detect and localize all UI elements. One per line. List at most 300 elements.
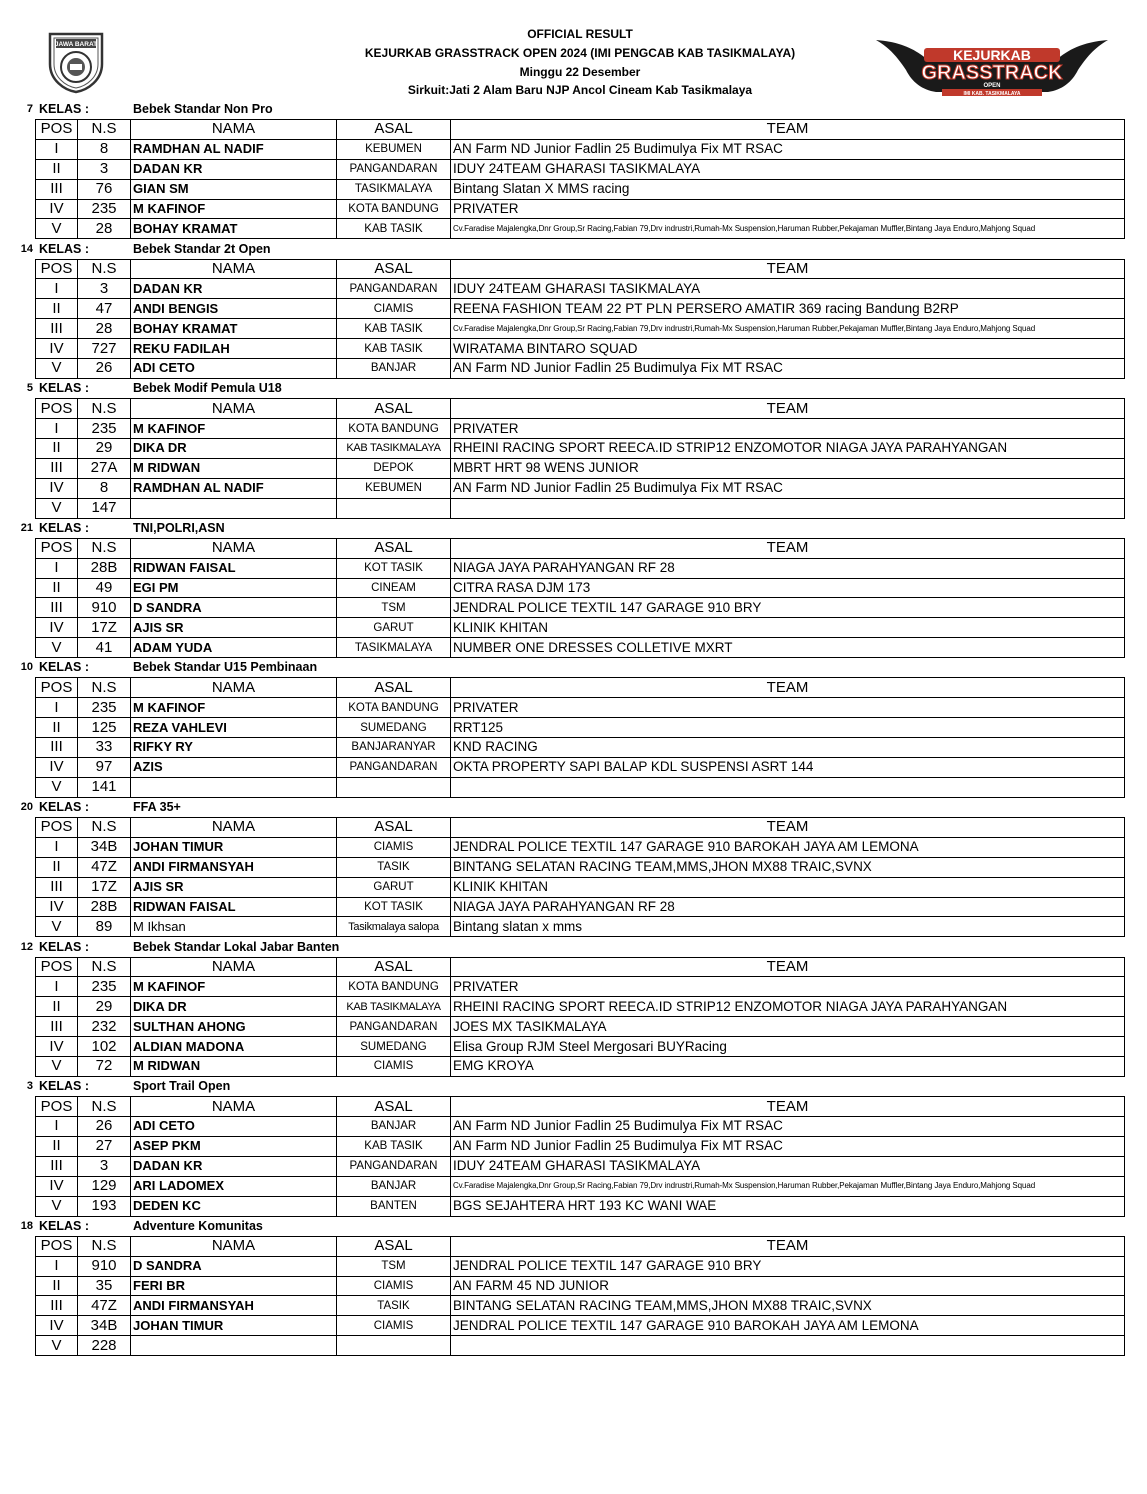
table-row bbox=[36, 1176, 1125, 1196]
cell-asal: Tasikmalaya salopa bbox=[337, 917, 451, 937]
cell-ns: 89 bbox=[78, 917, 131, 937]
cell-asal bbox=[337, 498, 451, 518]
cell-nama: EGI PM bbox=[131, 578, 337, 598]
cell-team: Elisa Group RJM Steel Mergosari BUYRacing bbox=[451, 1037, 1125, 1057]
cell-team: Cv.Faradise Majalengka,Dnr Group,Sr Racing,Fabian 79,Drv indrustri,Rumah-Mx Suspension,Haruman Rubber,Pekajaman Muffler,Bintang Jaya Enduro,Mahjong Squad bbox=[451, 1176, 1125, 1196]
cell-ns: 8 bbox=[78, 478, 131, 498]
results-table bbox=[35, 677, 1125, 797]
header-team: TEAM bbox=[451, 399, 1125, 419]
header-pos: POS bbox=[36, 399, 78, 419]
table-row bbox=[36, 279, 1125, 299]
header-ns: N.S bbox=[78, 1097, 131, 1117]
cell-ns: 235 bbox=[78, 199, 131, 219]
class-label: KELAS : bbox=[39, 1218, 89, 1233]
cell-ns: 28 bbox=[78, 219, 131, 239]
cell-pos: V bbox=[36, 1336, 78, 1356]
cell-nama: DADAN KR bbox=[131, 279, 337, 299]
cell-team: AN Farm ND Junior Fadlin 25 Budimulya Fix MT RSAC bbox=[451, 1136, 1125, 1156]
cell-team: NUMBER ONE DRESSES COLLETIVE MXRT bbox=[451, 638, 1125, 658]
cell-ns: 3 bbox=[78, 1156, 131, 1176]
class-heading bbox=[0, 241, 600, 258]
cell-pos: III bbox=[36, 1017, 78, 1037]
header-nama: NAMA bbox=[131, 1236, 337, 1256]
cell-asal: TSM bbox=[337, 1256, 451, 1276]
cell-team: JOES MX TASIKMALAYA bbox=[451, 1017, 1125, 1037]
class-section bbox=[0, 939, 1147, 1079]
cell-asal: BANJARANYAR bbox=[337, 738, 451, 758]
cell-asal: CINEAM bbox=[337, 578, 451, 598]
cell-pos: IV bbox=[36, 1316, 78, 1336]
cell-team: RHEINI RACING SPORT REECA.ID STRIP12 ENZOMOTOR NIAGA JAYA PARAHYANGAN bbox=[451, 438, 1125, 458]
cell-nama: REZA VAHLEVI bbox=[131, 718, 337, 738]
cell-ns: 235 bbox=[78, 419, 131, 439]
cell-pos: I bbox=[36, 977, 78, 997]
cell-pos: III bbox=[36, 458, 78, 478]
cell-pos: V bbox=[36, 917, 78, 937]
cell-nama: D SANDRA bbox=[131, 598, 337, 618]
header-pos: POS bbox=[36, 1236, 78, 1256]
cell-pos: II bbox=[36, 578, 78, 598]
class-section bbox=[0, 799, 1147, 939]
cell-nama: ANDI FIRMANSYAH bbox=[131, 857, 337, 877]
cell-team: WIRATAMA BINTARO SQUAD bbox=[451, 339, 1125, 359]
cell-asal: TASIK bbox=[337, 857, 451, 877]
cell-nama: ADI CETO bbox=[131, 1117, 337, 1137]
cell-asal: BANJAR bbox=[337, 1176, 451, 1196]
cell-team: JENDRAL POLICE TEXTIL 147 GARAGE 910 BRY bbox=[451, 1256, 1125, 1276]
cell-pos: III bbox=[36, 598, 78, 618]
table-row bbox=[36, 718, 1125, 738]
table-row bbox=[36, 598, 1125, 618]
cell-nama: AJIS SR bbox=[131, 877, 337, 897]
cell-nama: BOHAY KRAMAT bbox=[131, 319, 337, 339]
cell-team: AN Farm ND Junior Fadlin 25 Budimulya Fix MT RSAC bbox=[451, 478, 1125, 498]
cell-pos: II bbox=[36, 1276, 78, 1296]
class-label: KELAS : bbox=[39, 799, 89, 814]
class-heading bbox=[0, 799, 600, 816]
cell-nama: DADAN KR bbox=[131, 159, 337, 179]
cell-asal: KOTA BANDUNG bbox=[337, 419, 451, 439]
cell-team: AN FARM 45 ND JUNIOR bbox=[451, 1276, 1125, 1296]
circuit-info: Sirkuit:Jati 2 Alam Baru NJP Ancol Cineam Kab Tasikmalaya bbox=[407, 83, 753, 97]
cell-team: Bintang Slatan X MMS racing bbox=[451, 179, 1125, 199]
cell-ns: 76 bbox=[78, 179, 131, 199]
header-asal: ASAL bbox=[337, 817, 451, 837]
header-asal: ASAL bbox=[337, 120, 451, 140]
cell-team bbox=[451, 1336, 1125, 1356]
header-ns: N.S bbox=[78, 538, 131, 558]
header-nama: NAMA bbox=[131, 399, 337, 419]
header-team: TEAM bbox=[451, 957, 1125, 977]
header-nama: NAMA bbox=[131, 957, 337, 977]
class-heading bbox=[0, 380, 600, 397]
class-name: Bebek Modif Pemula U18 bbox=[133, 381, 282, 396]
table-row bbox=[36, 857, 1125, 877]
class-name: Bebek Standar 2t Open bbox=[133, 241, 271, 256]
class-heading bbox=[0, 101, 600, 118]
cell-team: IDUY 24TEAM GHARASI TASIKMALAYA bbox=[451, 159, 1125, 179]
cell-ns: 97 bbox=[78, 757, 131, 777]
cell-pos: III bbox=[36, 877, 78, 897]
cell-ns: 34B bbox=[78, 1316, 131, 1336]
table-row bbox=[36, 897, 1125, 917]
cell-ns: 47Z bbox=[78, 857, 131, 877]
header-ns: N.S bbox=[78, 399, 131, 419]
header-pos: POS bbox=[36, 120, 78, 140]
table-row bbox=[36, 1196, 1125, 1216]
cell-pos: II bbox=[36, 159, 78, 179]
class-label: KELAS : bbox=[39, 660, 89, 675]
cell-ns: 910 bbox=[78, 1256, 131, 1276]
class-heading bbox=[0, 1078, 600, 1095]
results-table bbox=[35, 398, 1125, 518]
cell-nama bbox=[131, 498, 337, 518]
cell-nama: JOHAN TIMUR bbox=[131, 1316, 337, 1336]
cell-pos: II bbox=[36, 997, 78, 1017]
cell-ns: 28B bbox=[78, 897, 131, 917]
class-section bbox=[0, 1078, 1147, 1218]
cell-nama: D SANDRA bbox=[131, 1256, 337, 1276]
cell-pos: II bbox=[36, 438, 78, 458]
results-table bbox=[35, 538, 1125, 658]
table-row bbox=[36, 219, 1125, 239]
header-asal: ASAL bbox=[337, 538, 451, 558]
header-team: TEAM bbox=[451, 538, 1125, 558]
cell-ns: 910 bbox=[78, 598, 131, 618]
header-nama: NAMA bbox=[131, 678, 337, 698]
results-table bbox=[35, 1236, 1125, 1356]
cell-pos: III bbox=[36, 319, 78, 339]
table-row bbox=[36, 738, 1125, 758]
cell-asal: KAB TASIK bbox=[337, 319, 451, 339]
table-row bbox=[36, 638, 1125, 658]
cell-asal: CIAMIS bbox=[337, 1316, 451, 1336]
cell-asal: PANGANDARAN bbox=[337, 279, 451, 299]
cell-ns: 228 bbox=[78, 1336, 131, 1356]
header-nama: NAMA bbox=[131, 1097, 337, 1117]
class-number: 7 bbox=[26, 103, 33, 115]
cell-team bbox=[451, 498, 1125, 518]
cell-asal: KAB TASIK bbox=[337, 219, 451, 239]
cell-nama: SULTHAN AHONG bbox=[131, 1017, 337, 1037]
class-section bbox=[0, 241, 1147, 381]
cell-team: AN Farm ND Junior Fadlin 25 Budimulya Fix MT RSAC bbox=[451, 1117, 1125, 1137]
cell-pos: IV bbox=[36, 1176, 78, 1196]
table-row bbox=[36, 498, 1125, 518]
cell-nama: ANDI BENGIS bbox=[131, 299, 337, 319]
cell-nama: AJIS SR bbox=[131, 618, 337, 638]
cell-pos: II bbox=[36, 1136, 78, 1156]
class-heading bbox=[0, 659, 600, 676]
table-row bbox=[36, 1156, 1125, 1176]
header-nama: NAMA bbox=[131, 259, 337, 279]
cell-asal: KOTA BANDUNG bbox=[337, 199, 451, 219]
table-row bbox=[36, 777, 1125, 797]
table-row bbox=[36, 159, 1125, 179]
table-row bbox=[36, 458, 1125, 478]
class-label: KELAS : bbox=[39, 520, 89, 535]
cell-ns: 28 bbox=[78, 319, 131, 339]
cell-nama: ANDI FIRMANSYAH bbox=[131, 1296, 337, 1316]
table-row bbox=[36, 139, 1125, 159]
cell-ns: 72 bbox=[78, 1057, 131, 1077]
cell-team: PRIVATER bbox=[451, 977, 1125, 997]
cell-asal: TASIK bbox=[337, 1296, 451, 1316]
cell-pos: I bbox=[36, 1256, 78, 1276]
cell-nama: M RIDWAN bbox=[131, 1057, 337, 1077]
class-label: KELAS : bbox=[39, 1079, 89, 1094]
cell-team: NIAGA JAYA PARAHYANGAN RF 28 bbox=[451, 897, 1125, 917]
table-header bbox=[36, 1236, 1125, 1256]
cell-team bbox=[451, 777, 1125, 797]
header-ns: N.S bbox=[78, 957, 131, 977]
header-nama: NAMA bbox=[131, 538, 337, 558]
cell-ns: 147 bbox=[78, 498, 131, 518]
class-label: KELAS : bbox=[39, 939, 89, 954]
cell-team: OKTA PROPERTY SAPI BALAP KDL SUSPENSI ASRT 144 bbox=[451, 757, 1125, 777]
cell-team: JENDRAL POLICE TEXTIL 147 GARAGE 910 BAROKAH JAYA AM LEMONA bbox=[451, 1316, 1125, 1336]
cell-asal: KOT TASIK bbox=[337, 897, 451, 917]
cell-nama: RAMDHAN AL NADIF bbox=[131, 139, 337, 159]
cell-ns: 235 bbox=[78, 698, 131, 718]
cell-team: RRT125 bbox=[451, 718, 1125, 738]
cell-ns: 26 bbox=[78, 1117, 131, 1137]
header-asal: ASAL bbox=[337, 1236, 451, 1256]
cell-ns: 727 bbox=[78, 339, 131, 359]
table-row bbox=[36, 179, 1125, 199]
results-table bbox=[35, 1096, 1125, 1216]
cell-nama: FERI BR bbox=[131, 1276, 337, 1296]
table-row bbox=[36, 419, 1125, 439]
right-logo-sub: OPEN bbox=[983, 83, 1001, 89]
results-table bbox=[35, 119, 1125, 239]
cell-ns: 235 bbox=[78, 977, 131, 997]
cell-pos: IV bbox=[36, 339, 78, 359]
cell-pos: IV bbox=[36, 478, 78, 498]
cell-asal: TASIKMALAYA bbox=[337, 638, 451, 658]
cell-asal bbox=[337, 1336, 451, 1356]
class-heading bbox=[0, 1218, 600, 1235]
cell-asal: KEBUMEN bbox=[337, 139, 451, 159]
cell-team: AN Farm ND Junior Fadlin 25 Budimulya Fix MT RSAC bbox=[451, 139, 1125, 159]
cell-pos: I bbox=[36, 279, 78, 299]
cell-pos: III bbox=[36, 179, 78, 199]
cell-asal: KAB TASIKMALAYA bbox=[337, 997, 451, 1017]
class-number: 12 bbox=[20, 940, 33, 953]
header-ns: N.S bbox=[78, 120, 131, 140]
table-row bbox=[36, 478, 1125, 498]
imi-jawa-barat-logo bbox=[44, 30, 108, 94]
cell-ns: 29 bbox=[78, 438, 131, 458]
cell-pos: I bbox=[36, 1117, 78, 1137]
cell-ns: 102 bbox=[78, 1037, 131, 1057]
cell-team: BGS SEJAHTERA HRT 193 KC WANI WAE bbox=[451, 1196, 1125, 1216]
cell-asal: PANGANDARAN bbox=[337, 159, 451, 179]
cell-asal: KAB TASIKMALAYA bbox=[337, 438, 451, 458]
cell-nama: ADI CETO bbox=[131, 359, 337, 379]
cell-ns: 34B bbox=[78, 837, 131, 857]
class-label: KELAS : bbox=[39, 381, 89, 396]
cell-pos: V bbox=[36, 638, 78, 658]
cell-pos: V bbox=[36, 498, 78, 518]
right-logo-band: IMI KAB. TASIKMALAYA bbox=[963, 91, 1021, 97]
cell-team: PRIVATER bbox=[451, 419, 1125, 439]
cell-ns: 141 bbox=[78, 777, 131, 797]
table-header bbox=[36, 678, 1125, 698]
class-number: 3 bbox=[26, 1080, 33, 1093]
kejurkab-grasstrack-logo bbox=[872, 34, 1112, 100]
cell-nama: RIDWAN FAISAL bbox=[131, 558, 337, 578]
cell-nama: DEDEN KC bbox=[131, 1196, 337, 1216]
table-row bbox=[36, 1336, 1125, 1356]
cell-pos: II bbox=[36, 718, 78, 738]
cell-asal: PANGANDARAN bbox=[337, 1017, 451, 1037]
class-name: FFA 35+ bbox=[133, 799, 181, 814]
table-row bbox=[36, 199, 1125, 219]
cell-nama: M RIDWAN bbox=[131, 458, 337, 478]
class-number: 5 bbox=[26, 382, 33, 395]
table-row bbox=[36, 757, 1125, 777]
cell-pos: V bbox=[36, 219, 78, 239]
cell-pos: I bbox=[36, 698, 78, 718]
header-team: TEAM bbox=[451, 259, 1125, 279]
cell-asal: PANGANDARAN bbox=[337, 1156, 451, 1176]
header-ns: N.S bbox=[78, 259, 131, 279]
header-ns: N.S bbox=[78, 817, 131, 837]
cell-asal: CIAMIS bbox=[337, 1276, 451, 1296]
cell-team: BINTANG SELATAN RACING TEAM,MMS,JHON MX88 TRAIC,SVNX bbox=[451, 1296, 1125, 1316]
class-name: Bebek Standar Lokal Jabar Banten bbox=[133, 939, 340, 954]
class-number: 10 bbox=[20, 661, 33, 674]
cell-nama: M KAFINOF bbox=[131, 419, 337, 439]
left-logo-text: JAWA BARAT bbox=[54, 41, 98, 48]
cell-nama: ASEP PKM bbox=[131, 1136, 337, 1156]
cell-pos: V bbox=[36, 1057, 78, 1077]
cell-asal: GARUT bbox=[337, 618, 451, 638]
table-row bbox=[36, 877, 1125, 897]
class-label: KELAS : bbox=[39, 241, 89, 256]
class-number: 14 bbox=[20, 242, 33, 255]
class-label: KELAS : bbox=[39, 102, 89, 116]
cell-asal: TASIKMALAYA bbox=[337, 179, 451, 199]
cell-team: Cv.Faradise Majalengka,Dnr Group,Sr Racing,Fabian 79,Drv indrustri,Rumah-Mx Suspension,Haruman Rubber,Pekajaman Muffler,Bintang Jaya Enduro,Mahjong Squad bbox=[451, 219, 1125, 239]
cell-asal: CIAMIS bbox=[337, 1057, 451, 1077]
cell-ns: 3 bbox=[78, 159, 131, 179]
cell-asal: SUMEDANG bbox=[337, 1037, 451, 1057]
class-name: Adventure Komunitas bbox=[133, 1218, 263, 1233]
cell-team: RHEINI RACING SPORT REECA.ID STRIP12 ENZOMOTOR NIAGA JAYA PARAHYANGAN bbox=[451, 997, 1125, 1017]
table-row bbox=[36, 1316, 1125, 1336]
header-team: TEAM bbox=[451, 817, 1125, 837]
header-pos: POS bbox=[36, 259, 78, 279]
results-table bbox=[35, 259, 1125, 379]
table-row bbox=[36, 578, 1125, 598]
cell-ns: 41 bbox=[78, 638, 131, 658]
table-row bbox=[36, 1017, 1125, 1037]
cell-team: JENDRAL POLICE TEXTIL 147 GARAGE 910 BRY bbox=[451, 598, 1125, 618]
table-row bbox=[36, 917, 1125, 937]
cell-ns: 129 bbox=[78, 1176, 131, 1196]
table-header bbox=[36, 1097, 1125, 1117]
results-table bbox=[35, 817, 1125, 937]
header-team: TEAM bbox=[451, 1097, 1125, 1117]
header-ns: N.S bbox=[78, 1236, 131, 1256]
cell-asal: KOT TASIK bbox=[337, 558, 451, 578]
table-row bbox=[36, 618, 1125, 638]
cell-nama: ARI LADOMEX bbox=[131, 1176, 337, 1196]
table-row bbox=[36, 1037, 1125, 1057]
header-pos: POS bbox=[36, 538, 78, 558]
cell-nama: RIFKY RY bbox=[131, 738, 337, 758]
header-asal: ASAL bbox=[337, 678, 451, 698]
cell-nama: DIKA DR bbox=[131, 438, 337, 458]
cell-pos: IV bbox=[36, 1037, 78, 1057]
cell-team: KND RACING bbox=[451, 738, 1125, 758]
cell-ns: 17Z bbox=[78, 618, 131, 638]
cell-pos: I bbox=[36, 558, 78, 578]
cell-asal: KOTA BANDUNG bbox=[337, 698, 451, 718]
header-team: TEAM bbox=[451, 1236, 1125, 1256]
header-ns: N.S bbox=[78, 678, 131, 698]
cell-nama: RIDWAN FAISAL bbox=[131, 897, 337, 917]
header-pos: POS bbox=[36, 957, 78, 977]
cell-asal: CIAMIS bbox=[337, 299, 451, 319]
cell-asal: PANGANDARAN bbox=[337, 757, 451, 777]
cell-asal: KOTA BANDUNG bbox=[337, 977, 451, 997]
cell-pos: IV bbox=[36, 618, 78, 638]
cell-team: Bintang slatan x mms bbox=[451, 917, 1125, 937]
cell-pos: IV bbox=[36, 897, 78, 917]
table-row bbox=[36, 977, 1125, 997]
cell-asal: GARUT bbox=[337, 877, 451, 897]
table-row bbox=[36, 438, 1125, 458]
cell-ns: 193 bbox=[78, 1196, 131, 1216]
table-header bbox=[36, 120, 1125, 140]
cell-ns: 29 bbox=[78, 997, 131, 1017]
cell-team: KLINIK KHITAN bbox=[451, 618, 1125, 638]
cell-nama: ADAM YUDA bbox=[131, 638, 337, 658]
results-table bbox=[35, 957, 1125, 1077]
cell-pos: IV bbox=[36, 199, 78, 219]
cell-ns: 17Z bbox=[78, 877, 131, 897]
cell-ns: 27A bbox=[78, 458, 131, 478]
table-row bbox=[36, 1136, 1125, 1156]
event-date: Minggu 22 Desember bbox=[519, 65, 641, 79]
cell-ns: 47 bbox=[78, 299, 131, 319]
cell-team: EMG KROYA bbox=[451, 1057, 1125, 1077]
cell-pos: III bbox=[36, 1296, 78, 1316]
table-header bbox=[36, 538, 1125, 558]
cell-pos: IV bbox=[36, 757, 78, 777]
class-section bbox=[0, 380, 1147, 520]
class-number: 20 bbox=[20, 800, 33, 813]
cell-pos: III bbox=[36, 1156, 78, 1176]
cell-team: KLINIK KHITAN bbox=[451, 877, 1125, 897]
cell-nama: GIAN SM bbox=[131, 179, 337, 199]
cell-nama: AZIS bbox=[131, 757, 337, 777]
cell-ns: 27 bbox=[78, 1136, 131, 1156]
event-title: KEJURKAB GRASSTRACK OPEN 2024 (IMI PENGCAB KAB TASIKMALAYA) bbox=[364, 46, 796, 60]
cell-asal: BANJAR bbox=[337, 1117, 451, 1137]
cell-ns: 232 bbox=[78, 1017, 131, 1037]
header-nama: NAMA bbox=[131, 817, 337, 837]
cell-team: BINTANG SELATAN RACING TEAM,MMS,JHON MX88 TRAIC,SVNX bbox=[451, 857, 1125, 877]
cell-asal: BANJAR bbox=[337, 359, 451, 379]
cell-ns: 49 bbox=[78, 578, 131, 598]
cell-team: NIAGA JAYA PARAHYANGAN RF 28 bbox=[451, 558, 1125, 578]
table-row bbox=[36, 359, 1125, 379]
right-logo-top: KEJURKAB bbox=[953, 47, 1031, 63]
